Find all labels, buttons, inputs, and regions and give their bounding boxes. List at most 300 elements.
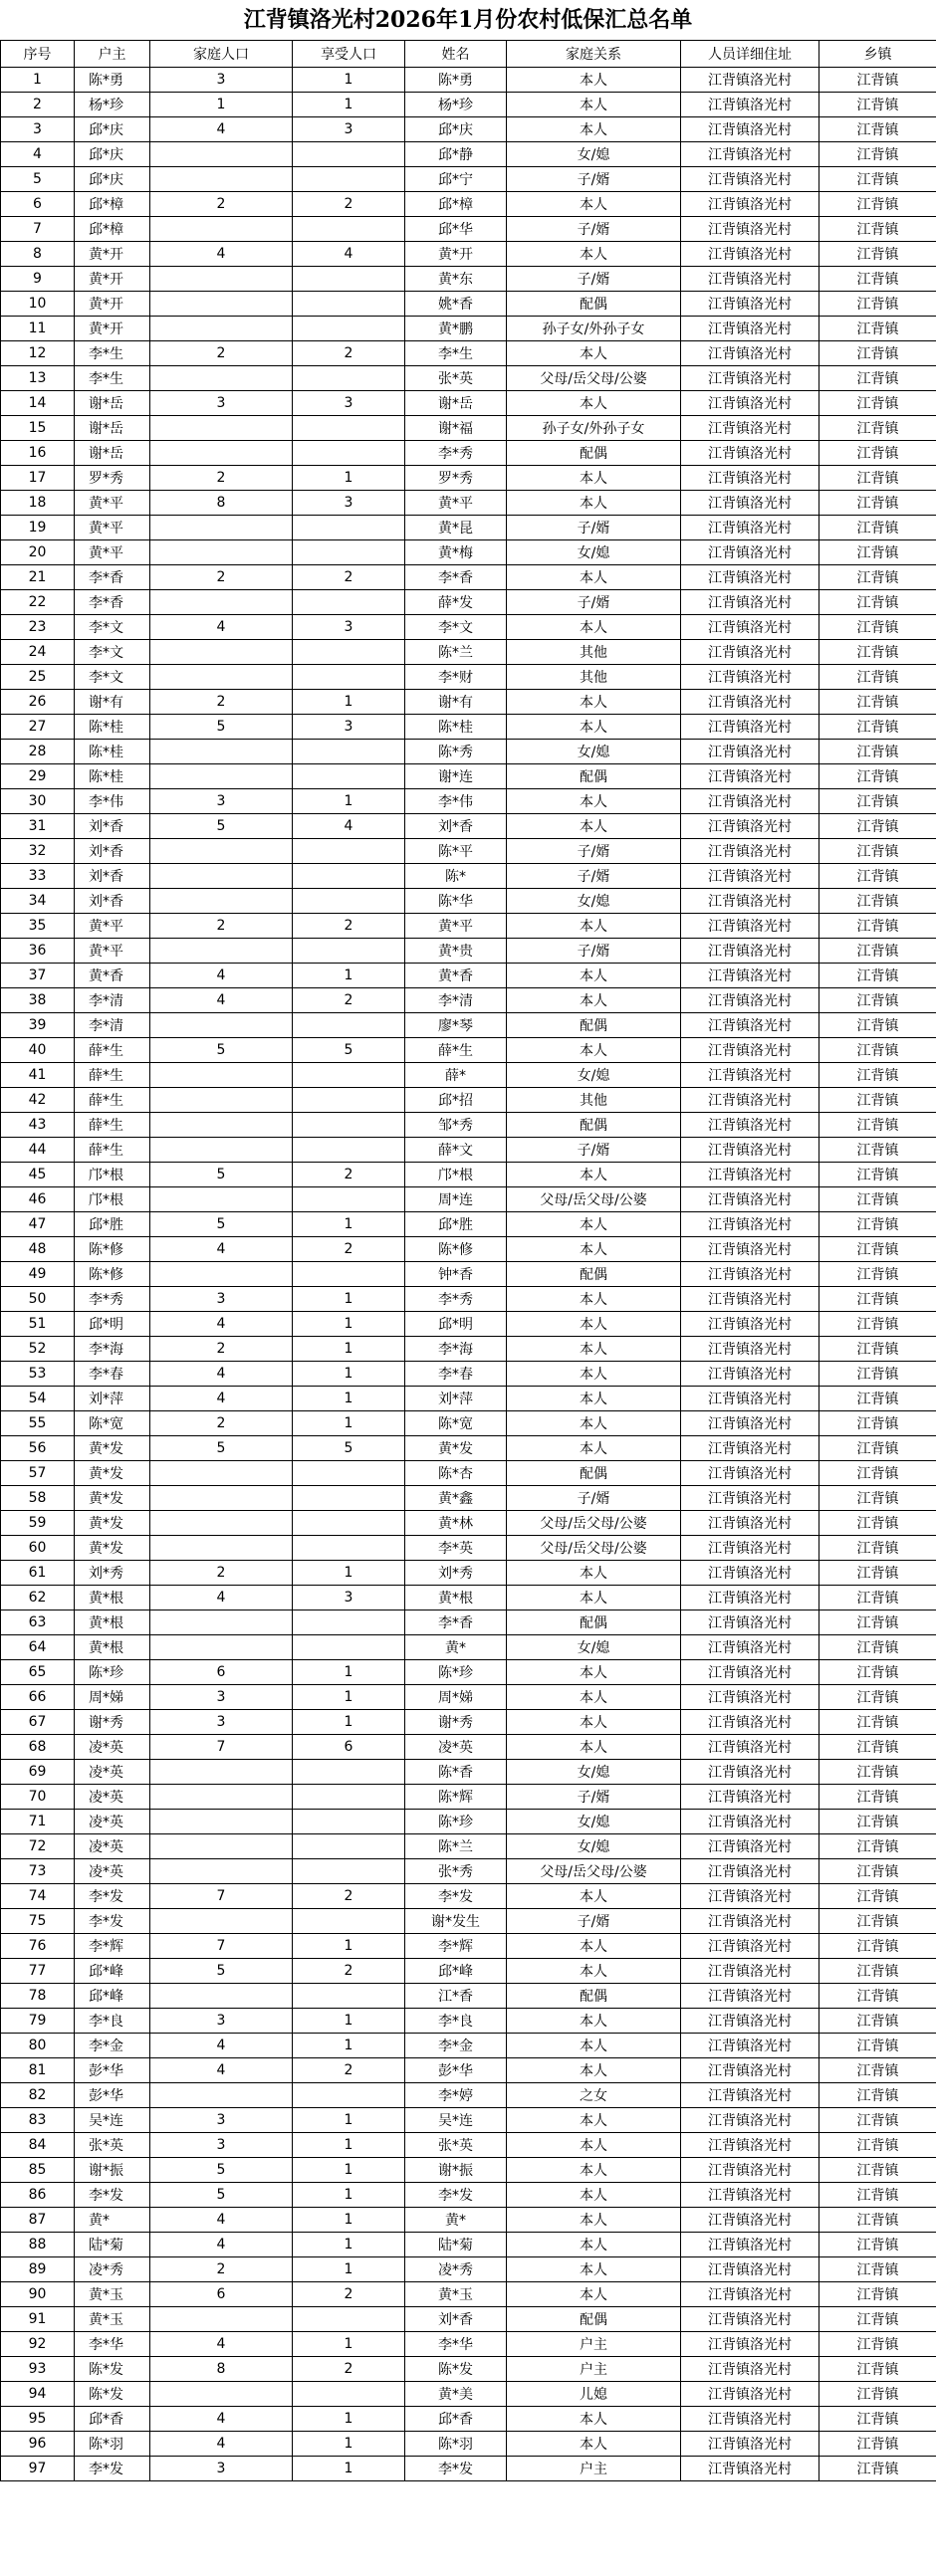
address-cell: 江背镇洛光村: [681, 2457, 819, 2481]
table-row: [1, 142, 936, 167]
table-row: [1, 1586, 936, 1610]
beneficiaries-cell: 3: [293, 615, 405, 640]
family-size-cell: 5: [150, 1163, 293, 1187]
household-head-cell: 李*文: [75, 615, 150, 640]
beneficiaries-cell: 3: [293, 1586, 405, 1610]
beneficiaries-cell: [293, 764, 405, 789]
household-head-cell: 张*英: [75, 2133, 150, 2158]
beneficiaries-cell: [293, 1088, 405, 1113]
name-cell: 薛*发: [405, 590, 507, 615]
township-cell: 江背镇: [819, 1138, 936, 1163]
table-row: [1, 2382, 936, 2407]
header-row: [1, 41, 936, 68]
table-row: [1, 1760, 936, 1785]
name-cell: 李*华: [405, 2332, 507, 2357]
relation-cell: 本人: [507, 715, 681, 740]
beneficiaries-cell: [293, 2382, 405, 2407]
table-row: [1, 192, 936, 217]
relation-cell: 其他: [507, 1088, 681, 1113]
table-row: [1, 2407, 936, 2432]
address-cell: 江背镇洛光村: [681, 2257, 819, 2282]
table-row: [1, 839, 936, 864]
beneficiaries-cell: [293, 665, 405, 690]
beneficiaries-cell: [293, 640, 405, 665]
beneficiaries-cell: 2: [293, 1237, 405, 1262]
family-size-cell: 6: [150, 2282, 293, 2307]
township-cell: 江背镇: [819, 2282, 936, 2307]
index-cell: 49: [1, 1262, 75, 1287]
family-size-cell: 4: [150, 2407, 293, 2432]
township-cell: 江背镇: [819, 2457, 936, 2481]
beneficiaries-cell: 1: [293, 466, 405, 491]
beneficiaries-cell: [293, 142, 405, 167]
household-head-cell: 薛*生: [75, 1088, 150, 1113]
table-row: [1, 416, 936, 441]
table-row: [1, 1934, 936, 1959]
relation-cell: 配偶: [507, 441, 681, 466]
household-head-cell: 黄*平: [75, 516, 150, 540]
name-cell: 谢*秀: [405, 1710, 507, 1735]
name-cell: 黄*贵: [405, 939, 507, 964]
township-cell: 江背镇: [819, 665, 936, 690]
township-cell: 江背镇: [819, 740, 936, 764]
beneficiaries-cell: [293, 1013, 405, 1038]
relation-cell: 女/媳: [507, 540, 681, 565]
family-size-cell: 3: [150, 2009, 293, 2034]
address-cell: 江背镇洛光村: [681, 590, 819, 615]
beneficiaries-cell: 1: [293, 2208, 405, 2233]
address-cell: 江背镇洛光村: [681, 2133, 819, 2158]
household-head-cell: 彭*华: [75, 2058, 150, 2083]
index-cell: 6: [1, 192, 75, 217]
relation-cell: 配偶: [507, 1262, 681, 1287]
beneficiaries-cell: [293, 889, 405, 914]
beneficiaries-cell: 1: [293, 1312, 405, 1337]
name-cell: 谢*振: [405, 2158, 507, 2183]
table-row: [1, 466, 936, 491]
family-size-cell: [150, 889, 293, 914]
household-head-cell: 李*清: [75, 988, 150, 1013]
address-cell: 江背镇洛光村: [681, 1287, 819, 1312]
household-head-cell: 刘*香: [75, 864, 150, 889]
relation-cell: 本人: [507, 1163, 681, 1187]
address-cell: 江背镇洛光村: [681, 366, 819, 391]
name-cell: 李*春: [405, 1362, 507, 1387]
name-cell: 姚*香: [405, 292, 507, 317]
table-row: [1, 690, 936, 715]
family-size-cell: 4: [150, 1586, 293, 1610]
address-cell: 江背镇洛光村: [681, 2108, 819, 2133]
table-row: [1, 1312, 936, 1337]
table-row: [1, 1387, 936, 1411]
address-cell: 江背镇洛光村: [681, 1934, 819, 1959]
index-cell: 95: [1, 2407, 75, 2432]
relation-cell: 户主: [507, 2457, 681, 2481]
table-row: [1, 665, 936, 690]
relation-cell: 子/婿: [507, 1138, 681, 1163]
relation-cell: 配偶: [507, 764, 681, 789]
table-row: [1, 1735, 936, 1760]
family-size-cell: 8: [150, 2357, 293, 2382]
name-cell: 李*英: [405, 1536, 507, 1561]
family-size-cell: 3: [150, 789, 293, 814]
table-row: [1, 1710, 936, 1735]
township-cell: 江背镇: [819, 789, 936, 814]
index-cell: 29: [1, 764, 75, 789]
address-cell: 江背镇洛光村: [681, 292, 819, 317]
relation-cell: 本人: [507, 93, 681, 117]
township-cell: 江背镇: [819, 2183, 936, 2208]
township-cell: 江背镇: [819, 839, 936, 864]
address-cell: 江背镇洛光村: [681, 1237, 819, 1262]
index-cell: 93: [1, 2357, 75, 2382]
township-cell: 江背镇: [819, 565, 936, 590]
family-size-cell: 4: [150, 2058, 293, 2083]
beneficiaries-cell: 1: [293, 1934, 405, 1959]
beneficiaries-cell: [293, 516, 405, 540]
address-cell: 江背镇洛光村: [681, 1312, 819, 1337]
township-cell: 江背镇: [819, 715, 936, 740]
table-row: [1, 914, 936, 939]
household-head-cell: 黄*开: [75, 267, 150, 292]
name-cell: 邱*香: [405, 2407, 507, 2432]
household-head-cell: 周*娣: [75, 1685, 150, 1710]
index-cell: 45: [1, 1163, 75, 1187]
address-cell: 江背镇洛光村: [681, 1859, 819, 1884]
beneficiaries-cell: [293, 366, 405, 391]
address-cell: 江背镇洛光村: [681, 192, 819, 217]
address-cell: 江背镇洛光村: [681, 665, 819, 690]
index-cell: 51: [1, 1312, 75, 1337]
township-cell: 江背镇: [819, 1411, 936, 1436]
name-cell: 钟*香: [405, 1262, 507, 1287]
table-row: [1, 1138, 936, 1163]
household-head-cell: 黄*平: [75, 540, 150, 565]
table-row: [1, 789, 936, 814]
township-cell: 江背镇: [819, 1810, 936, 1834]
household-head-cell: 黄*根: [75, 1586, 150, 1610]
beneficiaries-cell: 1: [293, 2233, 405, 2257]
family-size-cell: [150, 416, 293, 441]
table-row: [1, 1063, 936, 1088]
beneficiaries-cell: 1: [293, 1561, 405, 1586]
family-size-cell: [150, 217, 293, 242]
index-cell: 92: [1, 2332, 75, 2357]
relation-cell: 本人: [507, 2183, 681, 2208]
relation-cell: 女/媳: [507, 142, 681, 167]
index-cell: 54: [1, 1387, 75, 1411]
address-cell: 江背镇洛光村: [681, 142, 819, 167]
family-size-cell: [150, 441, 293, 466]
beneficiaries-cell: [293, 292, 405, 317]
name-cell: 邱*樟: [405, 192, 507, 217]
index-cell: 34: [1, 889, 75, 914]
relation-cell: 户主: [507, 2357, 681, 2382]
index-cell: 66: [1, 1685, 75, 1710]
index-cell: 35: [1, 914, 75, 939]
relation-cell: 本人: [507, 2158, 681, 2183]
household-head-cell: 黄*平: [75, 939, 150, 964]
relation-cell: 本人: [507, 491, 681, 516]
name-cell: 杨*珍: [405, 93, 507, 117]
family-size-cell: 4: [150, 1387, 293, 1411]
relation-cell: 子/婿: [507, 939, 681, 964]
family-size-cell: [150, 1859, 293, 1884]
household-head-cell: 陈*发: [75, 2382, 150, 2407]
index-cell: 56: [1, 1436, 75, 1461]
household-head-cell: 黄*开: [75, 317, 150, 341]
household-head-cell: 陈*勇: [75, 68, 150, 93]
family-size-cell: [150, 1461, 293, 1486]
index-cell: 7: [1, 217, 75, 242]
household-head-cell: 邱*峰: [75, 1959, 150, 1984]
household-head-cell: 陈*修: [75, 1262, 150, 1287]
township-cell: 江背镇: [819, 2158, 936, 2183]
table-row: [1, 1287, 936, 1312]
township-cell: 江背镇: [819, 192, 936, 217]
household-head-cell: 彭*华: [75, 2083, 150, 2108]
index-cell: 5: [1, 167, 75, 192]
township-cell: 江背镇: [819, 1262, 936, 1287]
township-cell: 江背镇: [819, 1785, 936, 1810]
address-cell: 江背镇洛光村: [681, 1610, 819, 1635]
household-head-cell: 刘*香: [75, 839, 150, 864]
household-head-cell: 黄*发: [75, 1511, 150, 1536]
relation-cell: 本人: [507, 789, 681, 814]
table-row: [1, 441, 936, 466]
table-row: [1, 1163, 936, 1187]
household-head-cell: 黄*根: [75, 1610, 150, 1635]
family-size-cell: 4: [150, 615, 293, 640]
family-size-cell: 7: [150, 1884, 293, 1909]
relation-cell: 本人: [507, 2208, 681, 2233]
index-cell: 62: [1, 1586, 75, 1610]
address-cell: 江背镇洛光村: [681, 1710, 819, 1735]
address-cell: 江背镇洛光村: [681, 1387, 819, 1411]
family-size-cell: 5: [150, 715, 293, 740]
family-size-cell: 2: [150, 1337, 293, 1362]
family-size-cell: [150, 640, 293, 665]
index-cell: 79: [1, 2009, 75, 2034]
beneficiaries-cell: [293, 267, 405, 292]
address-cell: 江背镇洛光村: [681, 690, 819, 715]
address-cell: 江背镇洛光村: [681, 491, 819, 516]
table-row: [1, 1610, 936, 1635]
relation-cell: 子/婿: [507, 1486, 681, 1511]
township-cell: 江背镇: [819, 2009, 936, 2034]
family-size-cell: 2: [150, 1411, 293, 1436]
township-cell: 江背镇: [819, 1436, 936, 1461]
household-head-cell: 邱*庆: [75, 117, 150, 142]
family-size-cell: 2: [150, 914, 293, 939]
household-head-cell: 凌*英: [75, 1760, 150, 1785]
table-row: [1, 988, 936, 1013]
address-cell: 江背镇洛光村: [681, 1511, 819, 1536]
table-row: [1, 1411, 936, 1436]
beneficiaries-cell: 4: [293, 242, 405, 267]
relation-cell: 本人: [507, 565, 681, 590]
household-head-cell: 谢*秀: [75, 1710, 150, 1735]
table-row: [1, 2133, 936, 2158]
table-row: [1, 740, 936, 764]
township-cell: 江背镇: [819, 864, 936, 889]
family-size-cell: 5: [150, 1436, 293, 1461]
household-head-cell: 陈*桂: [75, 715, 150, 740]
township-cell: 江背镇: [819, 1909, 936, 1934]
table-row: [1, 565, 936, 590]
household-head-cell: 李*发: [75, 1909, 150, 1934]
table-row: [1, 2357, 936, 2382]
col-header-index: 序号: [1, 41, 75, 68]
table-row: [1, 1212, 936, 1237]
address-cell: 江背镇洛光村: [681, 565, 819, 590]
township-cell: 江背镇: [819, 1934, 936, 1959]
beneficiaries-cell: 1: [293, 1660, 405, 1685]
name-cell: 凌*英: [405, 1735, 507, 1760]
household-head-cell: 谢*岳: [75, 391, 150, 416]
table-row: [1, 2009, 936, 2034]
table-row: [1, 1984, 936, 2009]
relation-cell: 本人: [507, 1884, 681, 1909]
beneficiaries-cell: [293, 441, 405, 466]
name-cell: 黄*美: [405, 2382, 507, 2407]
address-cell: 江背镇洛光村: [681, 640, 819, 665]
table-row: [1, 540, 936, 565]
beneficiaries-cell: 3: [293, 491, 405, 516]
name-cell: 李*秀: [405, 1287, 507, 1312]
household-head-cell: 李*发: [75, 2183, 150, 2208]
name-cell: 邝*根: [405, 1163, 507, 1187]
beneficiaries-cell: [293, 939, 405, 964]
table-row: [1, 1088, 936, 1113]
household-head-cell: 李*香: [75, 590, 150, 615]
table-row: [1, 68, 936, 93]
address-cell: 江背镇洛光村: [681, 839, 819, 864]
household-head-cell: 杨*珍: [75, 93, 150, 117]
address-cell: 江背镇洛光村: [681, 1088, 819, 1113]
index-cell: 24: [1, 640, 75, 665]
name-cell: 陈*兰: [405, 1834, 507, 1859]
name-cell: 黄*林: [405, 1511, 507, 1536]
township-cell: 江背镇: [819, 2407, 936, 2432]
relation-cell: 父母/岳父母/公婆: [507, 1859, 681, 1884]
township-cell: 江背镇: [819, 1561, 936, 1586]
name-cell: 黄*开: [405, 242, 507, 267]
family-size-cell: [150, 939, 293, 964]
township-cell: 江背镇: [819, 2034, 936, 2058]
relation-cell: 本人: [507, 814, 681, 839]
address-cell: 江背镇洛光村: [681, 1212, 819, 1237]
name-cell: 陈*平: [405, 839, 507, 864]
beneficiaries-cell: [293, 1187, 405, 1212]
relation-cell: 本人: [507, 242, 681, 267]
address-cell: 江背镇洛光村: [681, 1038, 819, 1063]
recipient-table: [0, 40, 936, 2481]
address-cell: 江背镇洛光村: [681, 2208, 819, 2233]
beneficiaries-cell: [293, 416, 405, 441]
family-size-cell: [150, 317, 293, 341]
family-size-cell: [150, 839, 293, 864]
address-cell: 江背镇洛光村: [681, 789, 819, 814]
address-cell: 江背镇洛光村: [681, 740, 819, 764]
index-cell: 55: [1, 1411, 75, 1436]
index-cell: 65: [1, 1660, 75, 1685]
household-head-cell: 陈*发: [75, 2357, 150, 2382]
household-head-cell: 黄*发: [75, 1436, 150, 1461]
beneficiaries-cell: [293, 1785, 405, 1810]
household-head-cell: 邱*庆: [75, 142, 150, 167]
beneficiaries-cell: 5: [293, 1436, 405, 1461]
household-head-cell: 陈*修: [75, 1237, 150, 1262]
family-size-cell: [150, 540, 293, 565]
index-cell: 38: [1, 988, 75, 1013]
address-cell: 江背镇洛光村: [681, 715, 819, 740]
township-cell: 江背镇: [819, 764, 936, 789]
index-cell: 88: [1, 2233, 75, 2257]
family-size-cell: [150, 1138, 293, 1163]
township-cell: 江背镇: [819, 1362, 936, 1387]
family-size-cell: 3: [150, 2133, 293, 2158]
township-cell: 江背镇: [819, 1859, 936, 1884]
township-cell: 江背镇: [819, 366, 936, 391]
index-cell: 33: [1, 864, 75, 889]
address-cell: 江背镇洛光村: [681, 1063, 819, 1088]
name-cell: 陈*羽: [405, 2432, 507, 2457]
name-cell: 陈*宽: [405, 1411, 507, 1436]
name-cell: 吴*连: [405, 2108, 507, 2133]
relation-cell: 女/媳: [507, 1834, 681, 1859]
address-cell: 江背镇洛光村: [681, 2058, 819, 2083]
township-cell: 江背镇: [819, 93, 936, 117]
name-cell: 邱*招: [405, 1088, 507, 1113]
township-cell: 江背镇: [819, 217, 936, 242]
relation-cell: 本人: [507, 2257, 681, 2282]
relation-cell: 本人: [507, 1212, 681, 1237]
household-head-cell: 邱*樟: [75, 192, 150, 217]
table-row: [1, 864, 936, 889]
relation-cell: 女/媳: [507, 1810, 681, 1834]
beneficiaries-cell: [293, 1511, 405, 1536]
relation-cell: 本人: [507, 1660, 681, 1685]
household-head-cell: 李*华: [75, 2332, 150, 2357]
table-row: [1, 2183, 936, 2208]
beneficiaries-cell: 1: [293, 68, 405, 93]
address-cell: 江背镇洛光村: [681, 2158, 819, 2183]
col-header-beneficiaries: 享受人口: [293, 41, 405, 68]
beneficiaries-cell: [293, 740, 405, 764]
index-cell: 91: [1, 2307, 75, 2332]
family-size-cell: [150, 2307, 293, 2332]
beneficiaries-cell: [293, 1984, 405, 2009]
index-cell: 32: [1, 839, 75, 864]
name-cell: 凌*秀: [405, 2257, 507, 2282]
household-head-cell: 凌*英: [75, 1834, 150, 1859]
family-size-cell: 2: [150, 690, 293, 715]
address-cell: 江背镇洛光村: [681, 1810, 819, 1834]
table-row: [1, 889, 936, 914]
address-cell: 江背镇洛光村: [681, 2233, 819, 2257]
household-head-cell: 邱*明: [75, 1312, 150, 1337]
table-row: [1, 391, 936, 416]
name-cell: 黄*东: [405, 267, 507, 292]
family-size-cell: [150, 1610, 293, 1635]
relation-cell: 本人: [507, 1685, 681, 1710]
address-cell: 江背镇洛光村: [681, 1959, 819, 1984]
index-cell: 20: [1, 540, 75, 565]
table-row: [1, 1834, 936, 1859]
family-size-cell: 2: [150, 466, 293, 491]
township-cell: 江背镇: [819, 1038, 936, 1063]
